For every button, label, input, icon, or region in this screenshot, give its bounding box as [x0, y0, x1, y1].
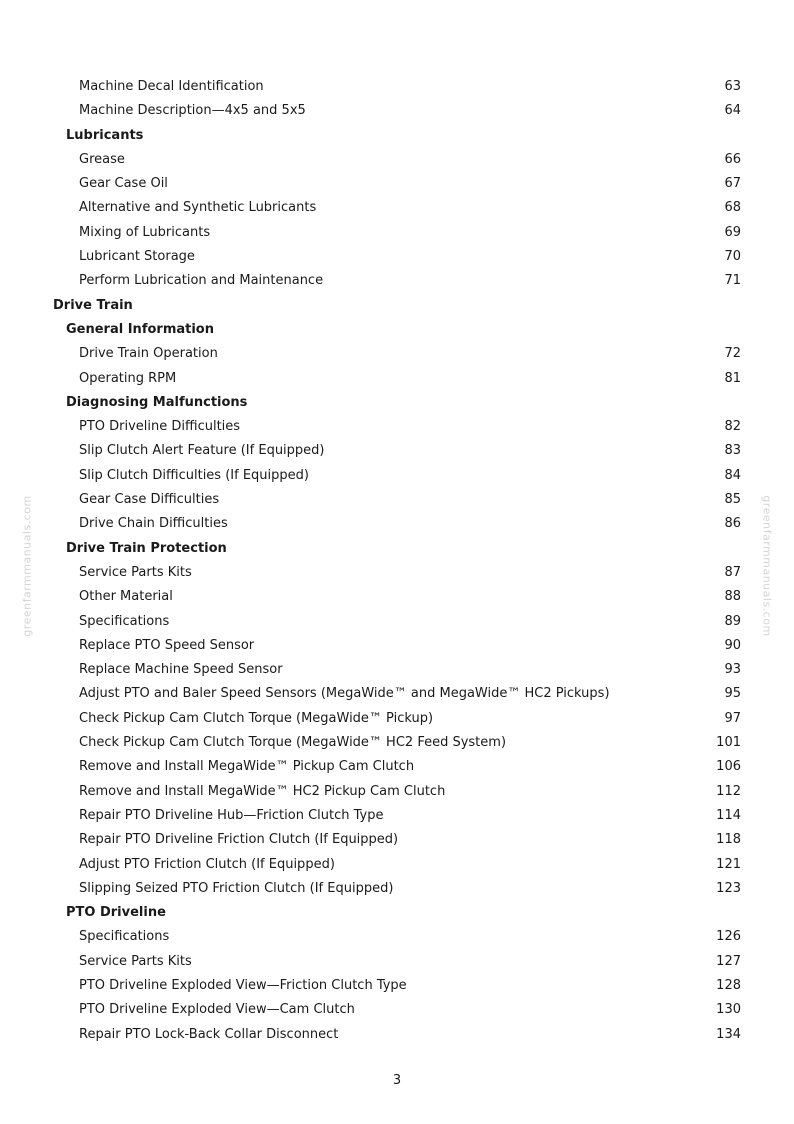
toc-entry-page: 85 — [724, 492, 741, 508]
toc-entry[interactable] — [0, 415, 794, 439]
toc-entry-page: 71 — [724, 273, 741, 289]
toc-entry[interactable] — [0, 925, 794, 949]
toc-entry-page: 83 — [724, 443, 741, 459]
toc-entry[interactable] — [0, 707, 794, 731]
toc-entry[interactable] — [0, 731, 794, 755]
toc-entry-title: Drive Train — [53, 297, 133, 313]
toc-entry-page: 123 — [716, 880, 741, 896]
toc-entry[interactable] — [0, 682, 794, 706]
toc-entry-title: Perform Lubrication and Maintenance — [79, 273, 324, 289]
toc-entry-page: 82 — [724, 419, 741, 435]
toc-section-heading — [0, 294, 794, 318]
toc-entry-title: Repair PTO Driveline Hub—Friction Clutch Type — [79, 807, 384, 823]
toc-entry-page: 88 — [724, 589, 741, 605]
toc-entry-title: Repair PTO Driveline Friction Clutch (If Equipped) — [79, 832, 399, 848]
toc-entry-page: 84 — [724, 467, 741, 483]
toc-entry-page: 130 — [716, 1002, 741, 1018]
toc-entry-title: Drive Train Operation — [79, 346, 218, 362]
toc-entry-title: Repair PTO Lock-Back Collar Disconnect — [79, 1026, 339, 1042]
toc-entry-page: 93 — [724, 662, 741, 678]
toc-entry-title: PTO Driveline Difficulties — [79, 419, 241, 435]
toc-entry-page: 68 — [724, 200, 741, 216]
toc-entry-title: Machine Description—4x5 and 5x5 — [79, 103, 306, 119]
toc-entry[interactable] — [0, 610, 794, 634]
toc-entry-page: 121 — [716, 856, 741, 872]
toc-entry-title: Replace PTO Speed Sensor — [79, 637, 255, 653]
toc-entry[interactable] — [0, 877, 794, 901]
toc-entry-page: 97 — [724, 710, 741, 726]
toc-entry-page: 134 — [716, 1026, 741, 1042]
toc-entry-page: 66 — [724, 151, 741, 167]
toc-entry-page: 86 — [724, 516, 741, 532]
toc-entry-title: Slip Clutch Difficulties (If Equipped) — [79, 467, 309, 483]
toc-entry[interactable] — [0, 367, 794, 391]
toc-entry[interactable] — [0, 464, 794, 488]
toc-entry-title: Alternative and Synthetic Lubricants — [79, 200, 317, 216]
toc-entry-page: 87 — [724, 564, 741, 580]
toc-entry[interactable] — [0, 828, 794, 852]
toc-entry-title: Mixing of Lubricants — [79, 224, 211, 240]
toc-entry-title: General Information — [66, 321, 214, 337]
toc-entry[interactable] — [0, 1023, 794, 1047]
toc-entry[interactable] — [0, 998, 794, 1022]
toc-entry-page: 128 — [716, 977, 741, 993]
toc-entry-page: 114 — [716, 807, 741, 823]
toc-entry-page: 90 — [724, 637, 741, 653]
toc-entry-title: Service Parts Kits — [79, 953, 192, 969]
toc-entry[interactable] — [0, 439, 794, 463]
toc-entry-title: Service Parts Kits — [79, 564, 192, 580]
toc-entry-page: 126 — [716, 929, 741, 945]
toc-section-heading — [0, 537, 794, 561]
toc-entry-title: Slip Clutch Alert Feature (If Equipped) — [79, 443, 325, 459]
toc-entry[interactable] — [0, 221, 794, 245]
toc-entry-page: 69 — [724, 224, 741, 240]
toc-entry[interactable] — [0, 780, 794, 804]
toc-entry-title: PTO Driveline — [66, 905, 166, 921]
toc-entry-title: Adjust PTO and Baler Speed Sensors (MegaWide™ and MegaWide™ HC2 Pickups) — [79, 686, 610, 702]
table-of-contents — [0, 75, 794, 1047]
toc-entry-title: Replace Machine Speed Sensor — [79, 662, 283, 678]
toc-entry-page: 70 — [724, 249, 741, 265]
toc-section-heading — [0, 901, 794, 925]
toc-entry[interactable] — [0, 342, 794, 366]
toc-entry[interactable] — [0, 755, 794, 779]
toc-entry[interactable] — [0, 585, 794, 609]
toc-entry-page: 81 — [724, 370, 741, 386]
toc-entry-page: 106 — [716, 759, 741, 775]
toc-entry[interactable] — [0, 245, 794, 269]
toc-entry-title: Gear Case Oil — [79, 176, 168, 192]
watermark-left: greenfarmmanuals.com — [20, 495, 34, 637]
toc-entry-page: 67 — [724, 176, 741, 192]
toc-entry[interactable] — [0, 853, 794, 877]
page-number: 3 — [392, 1073, 402, 1088]
toc-entry-page: 63 — [724, 79, 741, 94]
toc-entry[interactable] — [0, 196, 794, 220]
toc-entry[interactable] — [0, 172, 794, 196]
toc-section-heading — [0, 124, 794, 148]
toc-entry[interactable] — [0, 512, 794, 536]
toc-entry[interactable] — [0, 269, 794, 293]
watermark-right: greenfarmmanuals.com — [760, 495, 774, 637]
toc-entry-title: Specifications — [79, 613, 170, 629]
toc-entry-title: Lubricants — [66, 127, 144, 143]
toc-entry[interactable] — [0, 75, 794, 99]
toc-entry-title: Adjust PTO Friction Clutch (If Equipped) — [79, 856, 335, 872]
toc-entry-title: Specifications — [79, 929, 170, 945]
toc-entry-title: Drive Chain Difficulties — [79, 516, 228, 532]
toc-entry-title: Remove and Install MegaWide™ Pickup Cam Clutch — [79, 759, 415, 775]
toc-entry-title: PTO Driveline Exploded View—Cam Clutch — [79, 1002, 355, 1018]
toc-entry-title: Check Pickup Cam Clutch Torque (MegaWide™ HC2 Feed System) — [79, 735, 507, 751]
toc-entry[interactable] — [0, 634, 794, 658]
toc-entry-title: Remove and Install MegaWide™ HC2 Pickup Cam Clutch — [79, 783, 446, 799]
toc-entry-title: Machine Decal Identification — [79, 79, 264, 94]
toc-entry[interactable] — [0, 950, 794, 974]
toc-entry-title: Drive Train Protection — [66, 540, 227, 556]
toc-entry[interactable] — [0, 804, 794, 828]
toc-entry-title: Check Pickup Cam Clutch Torque (MegaWide™ Pickup) — [79, 710, 434, 726]
toc-entry-title: Gear Case Difficulties — [79, 492, 220, 508]
toc-entry-page: 101 — [716, 735, 741, 751]
toc-section-heading — [0, 318, 794, 342]
toc-entry-title: Lubricant Storage — [79, 249, 195, 265]
toc-entry-page: 127 — [716, 953, 741, 969]
toc-entry-page: 112 — [716, 783, 741, 799]
toc-entry-page: 95 — [724, 686, 741, 702]
toc-entry-page: 72 — [724, 346, 741, 362]
toc-entry-page: 89 — [724, 613, 741, 629]
toc-entry-page: 64 — [724, 103, 741, 119]
toc-entry-title: Other Material — [79, 589, 173, 605]
toc-entry[interactable] — [0, 974, 794, 998]
toc-entry[interactable] — [0, 658, 794, 682]
toc-entry-title: Grease — [79, 151, 125, 167]
toc-entry[interactable] — [0, 561, 794, 585]
toc-entry[interactable] — [0, 488, 794, 512]
toc-section-heading — [0, 391, 794, 415]
toc-entry[interactable] — [0, 99, 794, 123]
toc-entry-title: Slipping Seized PTO Friction Clutch (If Equipped) — [79, 880, 394, 896]
toc-entry[interactable] — [0, 148, 794, 172]
toc-entry-page: 118 — [716, 832, 741, 848]
toc-entry-title: PTO Driveline Exploded View—Friction Clutch Type — [79, 977, 407, 993]
toc-entry-title: Operating RPM — [79, 370, 177, 386]
toc-entry-title: Diagnosing Malfunctions — [66, 394, 248, 410]
